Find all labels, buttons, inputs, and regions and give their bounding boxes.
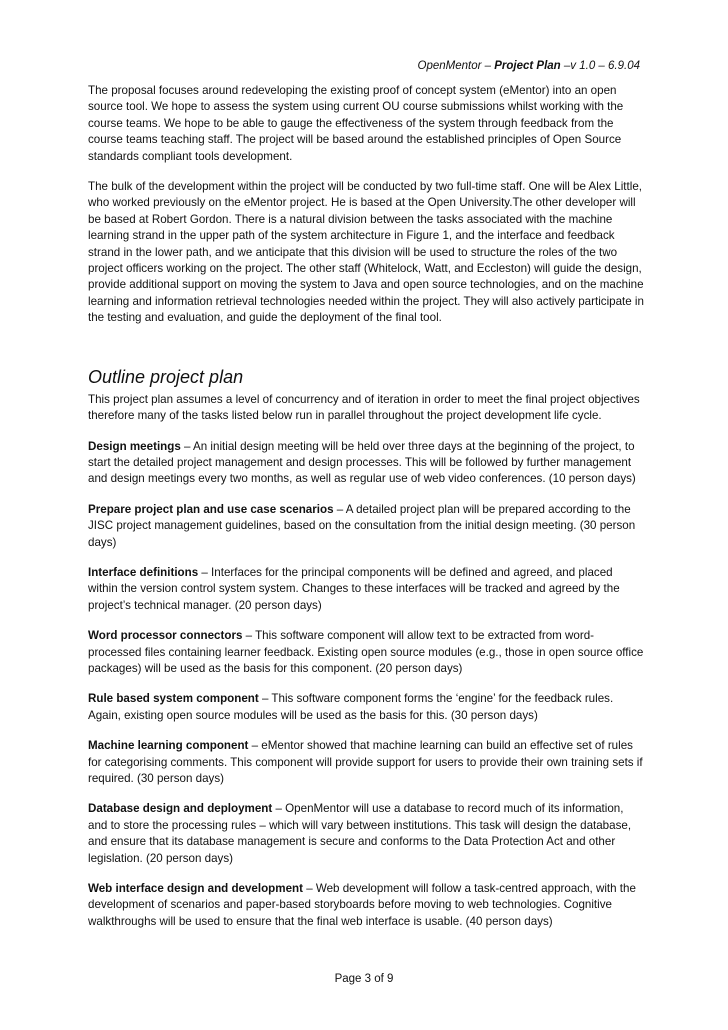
task-description: – eMentor showed that machine learning can build an effective set of rules for categorising comments. This component will provide support for users to provide their own training sets if required. (30 person days) (88, 739, 643, 785)
task-item (88, 502, 644, 551)
page-body (88, 83, 644, 944)
task-title: Rule based system component (88, 692, 259, 706)
task-item (88, 881, 644, 930)
intro-paragraph-2: The bulk of the development within the project will be conducted by two full-time staff. One will be Alex Little, who worked previously on the eMentor project. He is based at the Open University.The other developer will be based at Robert Gordon. There is a natural division between the tasks associated with the machine learning strand in the upper path of the system architecture in Figure 1, and the interface and feedback strand in the lower path, and we anticipate that this division will be used to structure the roles of the two project officers working on the project. The other staff (Whitelock, Watt, and Eccleston) will guide the design, provide additional support on moving the system to Java and open source technologies, and on the machine learning and information retrieval technologies needed within the project. They will also actively participate in the testing and evaluation, and guide the deployment of the final tool. (88, 180, 644, 325)
task-item (88, 738, 644, 787)
task-title: Prepare project plan and use case scenarios (88, 502, 334, 516)
task-title: Word processor connectors (88, 629, 243, 643)
task-description: – A detailed project plan will be prepared according to the JISC project management guidelines, based on the consultation from the initial design meeting. (30 person days) (88, 502, 636, 549)
header-separator: – (481, 60, 495, 72)
task-item (88, 565, 644, 614)
task-item (88, 801, 644, 867)
task-description: – Interfaces for the principal components will be defined and agreed, and placed within the version control system system. Changes to these interfaces will be tracked and agreed by the project’s technical manager. (20 person days) (88, 565, 620, 612)
task-title: Design meetings (88, 439, 181, 453)
task-description: – OpenMentor will use a database to record much of its information, and to store the processing rules – which will vary between institutions. This task will design the database, and ensure that its database management is secure and conforms to the Data Protection Act and other legislation. (20 person days) (88, 802, 632, 865)
header-version: –v 1.0 – 6.9.04 (560, 60, 640, 72)
task-description: – Web development will follow a task-centred approach, with the development of scenarios and paper-based storyboards before moving to web technologies. Cognitive walkthroughs will be used to ensure that the final web interface is usable. (40 person days) (88, 882, 636, 928)
task-title: Database design and deployment (88, 802, 273, 816)
task-item (88, 439, 644, 488)
task-title: Web interface design and development (88, 882, 303, 896)
task-description: – An initial design meeting will be held over three days at the beginning of the project, to start the detailed project management and design processes. This will be followed by further management and design meetings every two months, as well as regular use of web video conferences. (10 person days) (88, 439, 636, 486)
task-description: – This software component forms the ‘engine’ for the feedback rules. Again, existing open source modules will be used as the basis for this. (30 person days) (88, 692, 614, 722)
header-app-name: OpenMentor (417, 60, 482, 72)
task-title: Machine learning component (88, 739, 249, 753)
task-description: – This software component will allow text to be extracted from word-processed files containing learner feedback. Existing open source modules (e.g., those in open source office packages) will be used as the basis for this component. (20 person days) (88, 629, 644, 675)
header-doc-title: Project Plan (494, 60, 561, 72)
task-item (88, 691, 644, 724)
intro-paragraph-1: The proposal focuses around redeveloping the existing proof of concept system (eMentor) into an open source tool. We hope to assess the system using current OU course submissions whilst working with the course teams. We hope to be able to gauge the effectiveness of the system through feedback from the course teams teaching staff. The project will be based around the established principles of Open Source standards compliant tools development. (88, 84, 624, 163)
section-intro-paragraph: This project plan assumes a level of concurrency and of iteration in order to meet the final project objectives therefore many of the tasks listed below run in parallel throughout the project development life cycle. (88, 392, 640, 423)
page-footer (0, 972, 728, 986)
section-heading: Outline project plan (88, 366, 244, 387)
task-title: Interface definitions (88, 565, 199, 579)
task-list (88, 439, 644, 931)
task-item (88, 628, 644, 677)
page-header (418, 59, 641, 73)
page-number: Page 3 of 9 (334, 973, 394, 985)
